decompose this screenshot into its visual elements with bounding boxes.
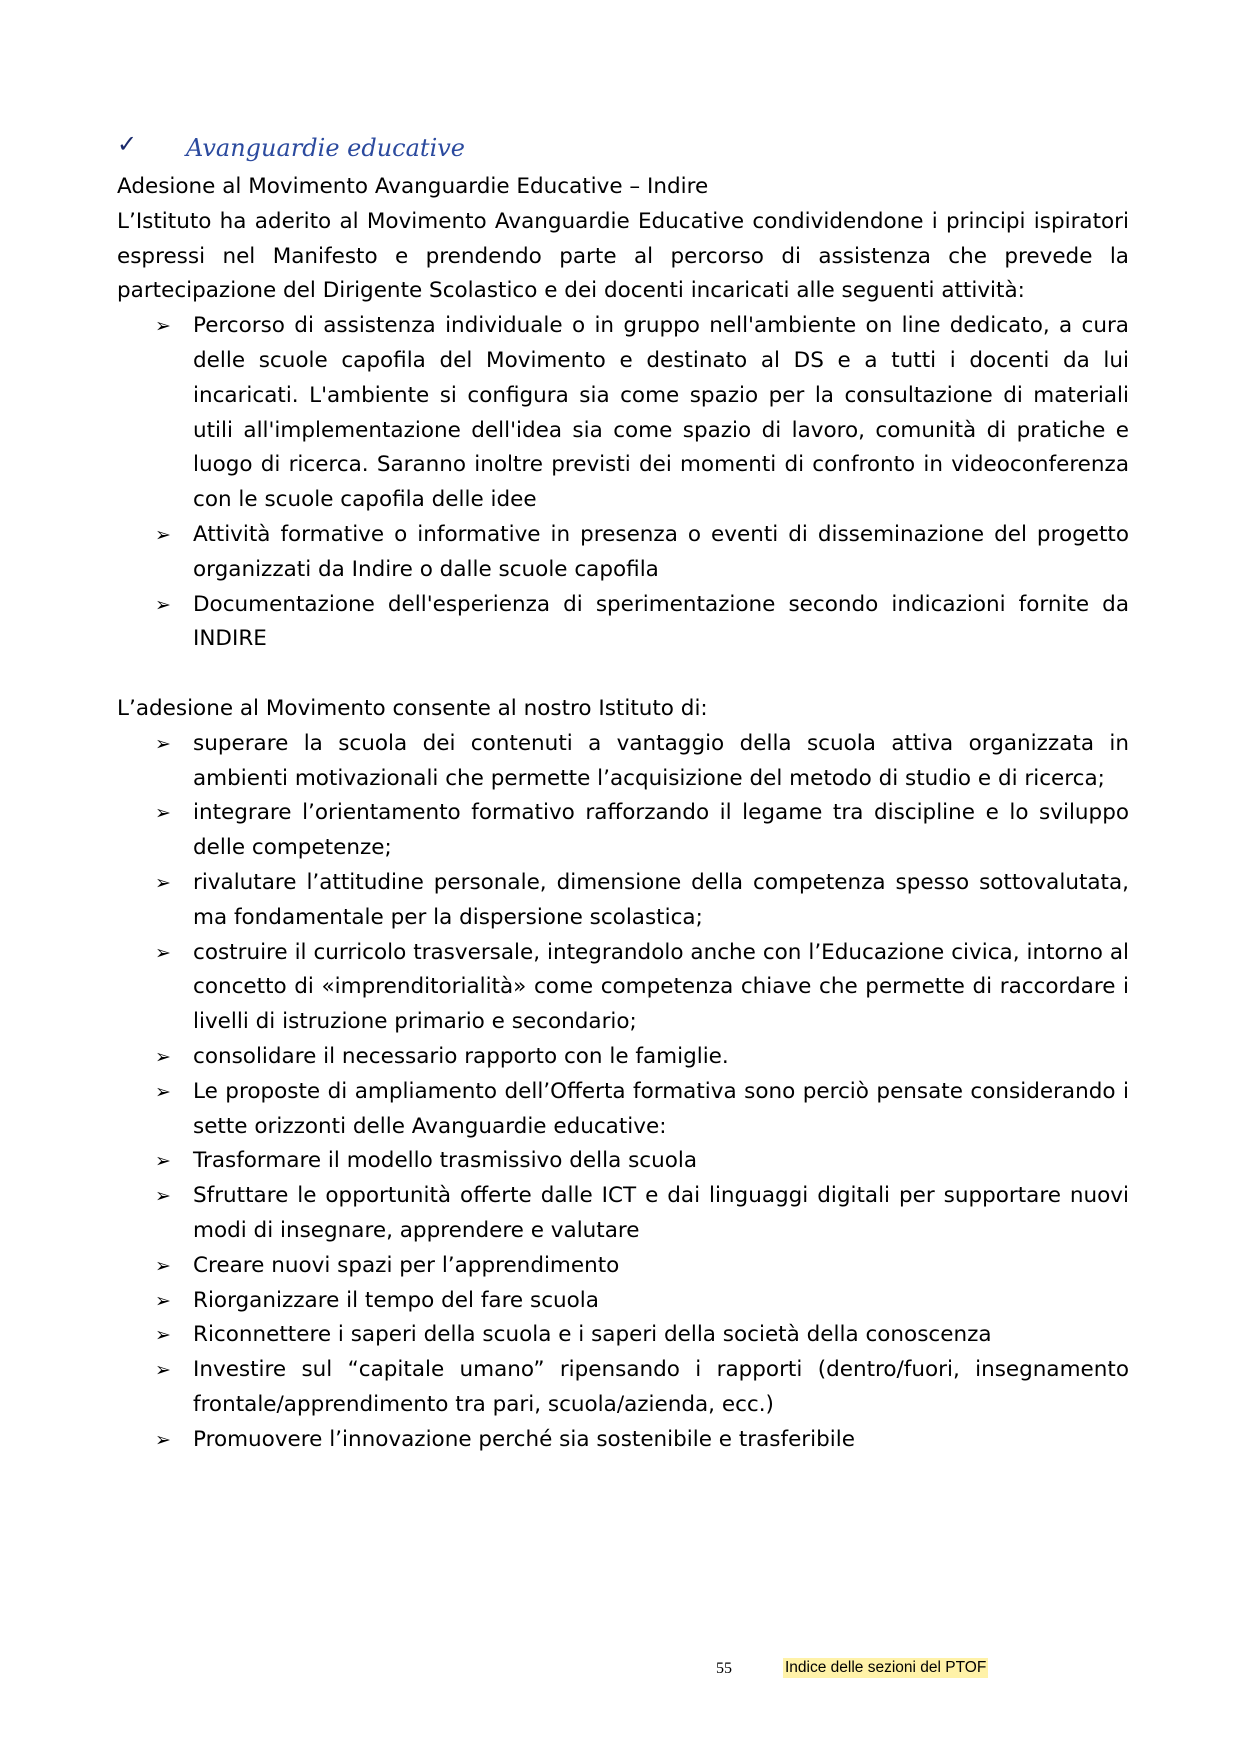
list-item (117, 1318, 1129, 1353)
consent-intro: L’adesione al Movimento consente al nostro Istituto di: (117, 695, 708, 721)
list-item-text: costruire il curricolo trasversale, integrandolo anche con l’Educazione civica, intorno al concetto di «imprenditorialità» come competenza chiave che permette di raccordare i livelli di istruzione primario e secondario; (193, 939, 1129, 1035)
spacer (117, 657, 1129, 692)
list-item-text: Sfruttare le opportunità offerte dalle ICT e dai linguaggi digitali per supportare nuovi modi di insegnare, apprendere e valutare (193, 1183, 1129, 1243)
section-title: Avanguardie educative (186, 133, 466, 162)
arrow-bullet-icon: ➢ (155, 523, 171, 546)
list-item-text: Documentazione dell'esperienza di sperimentazione secondo indicazioni fornite da INDIRE (193, 591, 1129, 652)
arrow-bullet-icon: ➢ (155, 802, 171, 825)
list-item-text: consolidare il necessario rapporto con le famiglie. (193, 1043, 729, 1069)
list-item-text: Le proposte di ampliamento dell’Offerta formativa sono perciò pensate considerando i sette orizzonti delle Avanguardie educative: (193, 1078, 1129, 1139)
list-item-text: rivalutare l’attitudine personale, dimensione della competenza spesso sottovalutata, ma fondamentale per la dispersione scolastica; (193, 869, 1129, 930)
list-item-text: Attività formative o informative in presenza o eventi di disseminazione del progetto organizzati da Indire o dalle scuole capofila (193, 521, 1129, 582)
list-item (117, 936, 1129, 1040)
arrow-bullet-icon: ➢ (155, 1045, 171, 1068)
arrow-bullet-icon: ➢ (155, 593, 171, 616)
list-item-text: Creare nuovi spazi per l’apprendimento (193, 1252, 620, 1278)
list-item-text: Trasformare il modello trasmissivo della scuola (193, 1148, 698, 1174)
list-item (117, 866, 1129, 936)
list-item-text: Riconnettere i saperi della scuola e i saperi della società della conoscenza (193, 1322, 992, 1348)
page-footer (0, 1658, 1243, 1682)
arrow-bullet-icon: ➢ (155, 1289, 171, 1312)
list-item (117, 309, 1129, 518)
intro-paragraph: L’Istituto ha aderito al Movimento Avanguardie Educative condividendone i principi ispiratori espressi nel Manifesto e prendendo parte al percorso di assistenza che prevede la partecipazione del Dirigente Scolastico e dei docenti incaricati alle seguenti attività: (117, 208, 1129, 304)
arrow-bullet-icon: ➢ (155, 1324, 171, 1347)
activities-list (117, 309, 1129, 657)
list-item (117, 727, 1129, 797)
list-item-text: Percorso di assistenza individuale o in gruppo nell'ambiente on line dedicato, a cura delle scuole capofila del Movimento e destinato al DS e a tutti i docenti da lui incaricati. L'ambiente si configura sia come spazio per la consultazione di materiali utili all'implementazione dell'idea sia come spazio di lavoro, comunità di pratiche e luogo di ricerca. Saranno inoltre previsti dei momenti di confronto in videoconferenza con le scuole capofila delle idee (193, 313, 1129, 513)
list-item-text: Investire sul “capitale umano” ripensando i rapporti (dentro/fuori, insegnamento frontale/apprendimento tra pari, scuola/azienda, ecc.) (193, 1357, 1129, 1417)
section-heading (117, 128, 1129, 168)
list-item-text: Riorganizzare il tempo del fare scuola (193, 1287, 599, 1313)
list-item (117, 1249, 1129, 1284)
index-link[interactable]: Indice delle sezioni del PTOF (785, 1659, 987, 1676)
list-item (117, 1423, 1129, 1458)
list-item (117, 1075, 1129, 1145)
arrow-bullet-icon: ➢ (155, 732, 171, 755)
subtitle: Adesione al Movimento Avanguardie Educative – Indire (117, 174, 709, 199)
arrow-bullet-icon: ➢ (155, 1080, 171, 1103)
list-item (117, 1353, 1129, 1423)
benefits-list (117, 727, 1129, 1458)
list-item (117, 1144, 1129, 1179)
arrow-bullet-icon: ➢ (155, 1428, 171, 1451)
arrow-bullet-icon: ➢ (155, 1254, 171, 1277)
arrow-bullet-icon: ➢ (155, 1150, 171, 1173)
list-item (117, 796, 1129, 866)
list-item-text: Promuovere l’innovazione perché sia sostenibile e trasferibile (193, 1426, 855, 1452)
list-item (117, 588, 1129, 658)
list-item (117, 1284, 1129, 1319)
arrow-bullet-icon: ➢ (155, 871, 171, 894)
arrow-bullet-icon: ➢ (155, 1185, 171, 1208)
arrow-bullet-icon: ➢ (155, 941, 171, 964)
list-item (117, 518, 1129, 588)
list-item-text: superare la scuola dei contenuti a vantaggio della scuola attiva organizzata in ambienti motivazionali che permette l’acquisizione del metodo di studio e di ricerca; (193, 730, 1129, 791)
arrow-bullet-icon: ➢ (155, 1359, 171, 1382)
list-item-text: integrare l’orientamento formativo rafforzando il legame tra discipline e lo sviluppo delle competenze; (193, 800, 1129, 861)
page-number: 55 (716, 1660, 732, 1677)
checkmark-icon: ✓ (117, 129, 138, 158)
list-item (117, 1040, 1129, 1075)
page-content (117, 128, 1129, 1457)
list-item (117, 1179, 1129, 1249)
arrow-bullet-icon: ➢ (155, 315, 171, 338)
